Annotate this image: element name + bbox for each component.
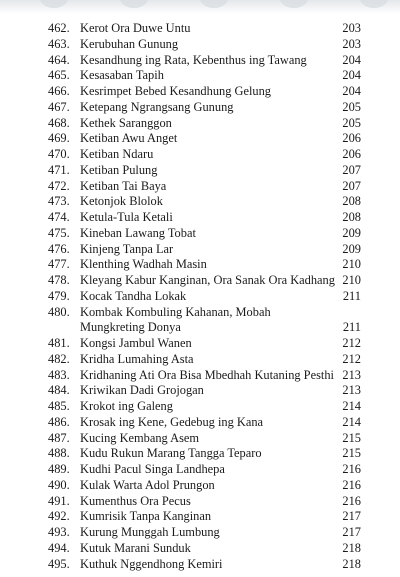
entry-title: Kulak Warta Adol Prungon <box>80 477 215 492</box>
entry-title: Kerot Ora Duwe Untu <box>80 21 191 35</box>
entry-title: Ketonjok Blolok <box>80 194 163 209</box>
entry-page: 211 <box>342 320 361 335</box>
entry-page: 205 <box>342 99 361 114</box>
entry-page: 218 <box>342 540 361 555</box>
toc-entry <box>0 509 400 525</box>
entry-number: 467. <box>48 99 70 114</box>
toc-entry <box>0 415 400 431</box>
entry-page: 206 <box>342 131 361 146</box>
entry-title: Kesasaban Tapih <box>80 68 164 83</box>
entry-title: Ketiban Awu Anget <box>80 131 178 146</box>
toc-entry <box>0 462 400 478</box>
toc-entry <box>0 494 400 510</box>
table-of-contents <box>0 21 400 572</box>
entry-page: 203 <box>342 36 361 51</box>
entry-page: 204 <box>342 52 361 67</box>
entry-page: 204 <box>342 68 361 83</box>
toc-entry <box>0 147 400 163</box>
entry-title: Kineban Lawang Tobat <box>80 225 196 240</box>
entry-number: 493. <box>48 525 70 539</box>
entry-number: 479. <box>48 288 70 303</box>
entry-page: 210 <box>342 257 361 272</box>
entry-number: 494. <box>48 540 70 555</box>
entry-number: 481. <box>48 336 70 350</box>
entry-title: Ketiban Pulung <box>80 162 158 177</box>
toc-entry <box>0 116 400 132</box>
entry-title: Kleyang Kabur Kanginan, Ora Sanak Ora Kadhang <box>80 273 335 287</box>
toc-entry <box>0 53 400 69</box>
entry-number: 485. <box>48 399 70 413</box>
entry-number: 471. <box>48 162 70 177</box>
entry-number: 464. <box>48 52 70 67</box>
toc-entry <box>0 242 400 258</box>
entry-page: 203 <box>342 21 361 35</box>
entry-number: 472. <box>48 178 70 193</box>
entry-page: 215 <box>342 430 361 445</box>
entry-title: Kombak Kombuling Kahanan, Mobah Mungkreting Donya <box>80 304 271 335</box>
toc-entry <box>0 383 400 399</box>
toc-entry <box>0 226 400 242</box>
entry-number: 486. <box>48 414 70 429</box>
entry-title: Kutuk Marani Sunduk <box>80 540 191 555</box>
entry-page: 212 <box>342 351 361 366</box>
entry-number: 480. <box>48 304 70 319</box>
toc-entry <box>0 446 400 462</box>
entry-number: 495. <box>48 556 70 571</box>
entry-page: 217 <box>342 509 361 524</box>
entry-title: Ketiban Tai Baya <box>80 178 167 193</box>
toc-entry <box>0 289 400 305</box>
entry-page: 214 <box>342 399 361 413</box>
entry-title: Kriwikan Dadi Grojogan <box>80 383 204 398</box>
page-top-edge <box>0 0 400 14</box>
entry-number: 465. <box>48 68 70 83</box>
toc-entry <box>0 478 400 494</box>
entry-page: 205 <box>342 115 361 130</box>
toc-entry <box>0 352 400 368</box>
entry-number: 484. <box>48 383 70 398</box>
entry-page: 216 <box>342 462 361 476</box>
entry-title: Kudu Rukun Marang Tangga Teparo <box>80 446 262 461</box>
entry-page: 216 <box>342 477 361 492</box>
entry-number: 473. <box>48 194 70 209</box>
toc-entry <box>0 257 400 273</box>
toc-entry <box>0 210 400 226</box>
entry-number: 466. <box>48 84 70 98</box>
entry-number: 482. <box>48 351 70 366</box>
entry-page: 210 <box>342 273 361 287</box>
entry-page: 209 <box>342 241 361 256</box>
entry-title: Krokot ing Galeng <box>80 399 173 413</box>
entry-title: Klenthing Wadhah Masin <box>80 257 207 272</box>
entry-number: 468. <box>48 115 70 130</box>
entry-number: 490. <box>48 477 70 492</box>
toc-entry <box>0 525 400 541</box>
toc-entry <box>0 399 400 415</box>
toc-entry <box>0 37 400 53</box>
toc-entry <box>0 68 400 84</box>
toc-entry <box>0 273 400 289</box>
entry-title: Kocak Tandha Lokak <box>80 288 187 303</box>
entry-number: 475. <box>48 225 70 240</box>
top-ornament <box>40 0 68 8</box>
entry-title: Kesandhung ing Rata, Kebenthus ing Tawang <box>80 52 307 67</box>
entry-number: 491. <box>48 493 70 508</box>
entry-page: 204 <box>342 84 361 98</box>
entry-page: 215 <box>342 446 361 461</box>
entry-page: 212 <box>342 336 361 350</box>
entry-page: 213 <box>342 383 361 398</box>
entry-number: 478. <box>48 273 70 287</box>
entry-page: 207 <box>342 162 361 177</box>
entry-number: 469. <box>48 131 70 146</box>
entry-page: 206 <box>342 147 361 161</box>
toc-entry <box>0 305 400 337</box>
entry-page: 218 <box>342 556 361 571</box>
entry-title: Kumenthus Ora Pecus <box>80 493 191 508</box>
top-ornament <box>280 0 308 8</box>
toc-entry <box>0 84 400 100</box>
entry-title: Kethek Saranggon <box>80 115 172 130</box>
entry-title: Kongsi Jambul Wanen <box>80 336 192 350</box>
entry-page: 211 <box>342 288 361 303</box>
toc-entry <box>0 431 400 447</box>
entry-page: 208 <box>342 210 361 224</box>
entry-number: 476. <box>48 241 70 256</box>
entry-number: 488. <box>48 446 70 461</box>
entry-title: Kesrimpet Bebed Kesandhung Gelung <box>80 84 271 98</box>
entry-title: Kurung Munggah Lumbung <box>80 525 220 539</box>
entry-page: 213 <box>342 367 361 382</box>
toc-entry <box>0 131 400 147</box>
toc-entry <box>0 179 400 195</box>
toc-entry <box>0 21 400 37</box>
entry-page: 216 <box>342 493 361 508</box>
entry-number: 492. <box>48 509 70 524</box>
toc-entry <box>0 541 400 557</box>
toc-entry <box>0 368 400 384</box>
entry-page: 207 <box>342 178 361 193</box>
toc-entry <box>0 336 400 352</box>
entry-title: Kudhi Pacul Singa Landhepa <box>80 462 225 476</box>
entry-number: 470. <box>48 147 70 161</box>
toc-entry <box>0 194 400 210</box>
entry-number: 487. <box>48 430 70 445</box>
entry-number: 489. <box>48 462 70 476</box>
entry-page: 217 <box>342 525 361 539</box>
top-ornament <box>200 0 228 8</box>
toc-entry <box>0 163 400 179</box>
entry-title: Kridha Lumahing Asta <box>80 351 194 366</box>
entry-title: Kumrisik Tanpa Kanginan <box>80 509 212 524</box>
toc-entry <box>0 100 400 116</box>
entry-number: 474. <box>48 210 70 224</box>
entry-title: Ketiban Ndaru <box>80 147 154 161</box>
entry-page: 208 <box>342 194 361 209</box>
entry-title: Ketepang Ngrangsang Gunung <box>80 99 234 114</box>
entry-page: 214 <box>342 414 361 429</box>
entry-title: Kucing Kembang Asem <box>80 430 200 445</box>
entry-number: 463. <box>48 36 70 51</box>
entry-title: Ketula-Tula Ketali <box>80 210 173 224</box>
entry-page: 209 <box>342 225 361 240</box>
top-ornament <box>360 0 388 8</box>
toc-entry <box>0 557 400 573</box>
entry-title: Krosak ing Kene, Gedebug ing Kana <box>80 414 264 429</box>
entry-title: Kridhaning Ati Ora Bisa Mbedhah Kutaning Pesthi <box>80 367 334 382</box>
entry-title: Kerubuhan Gunung <box>80 36 179 51</box>
entry-number: 483. <box>48 367 70 382</box>
entry-title: Kinjeng Tanpa Lar <box>80 241 174 256</box>
entry-title: Kuthuk Nggendhong Kemiri <box>80 556 223 571</box>
entry-number: 462. <box>48 21 70 35</box>
top-ornament <box>120 0 148 8</box>
entry-number: 477. <box>48 257 70 272</box>
